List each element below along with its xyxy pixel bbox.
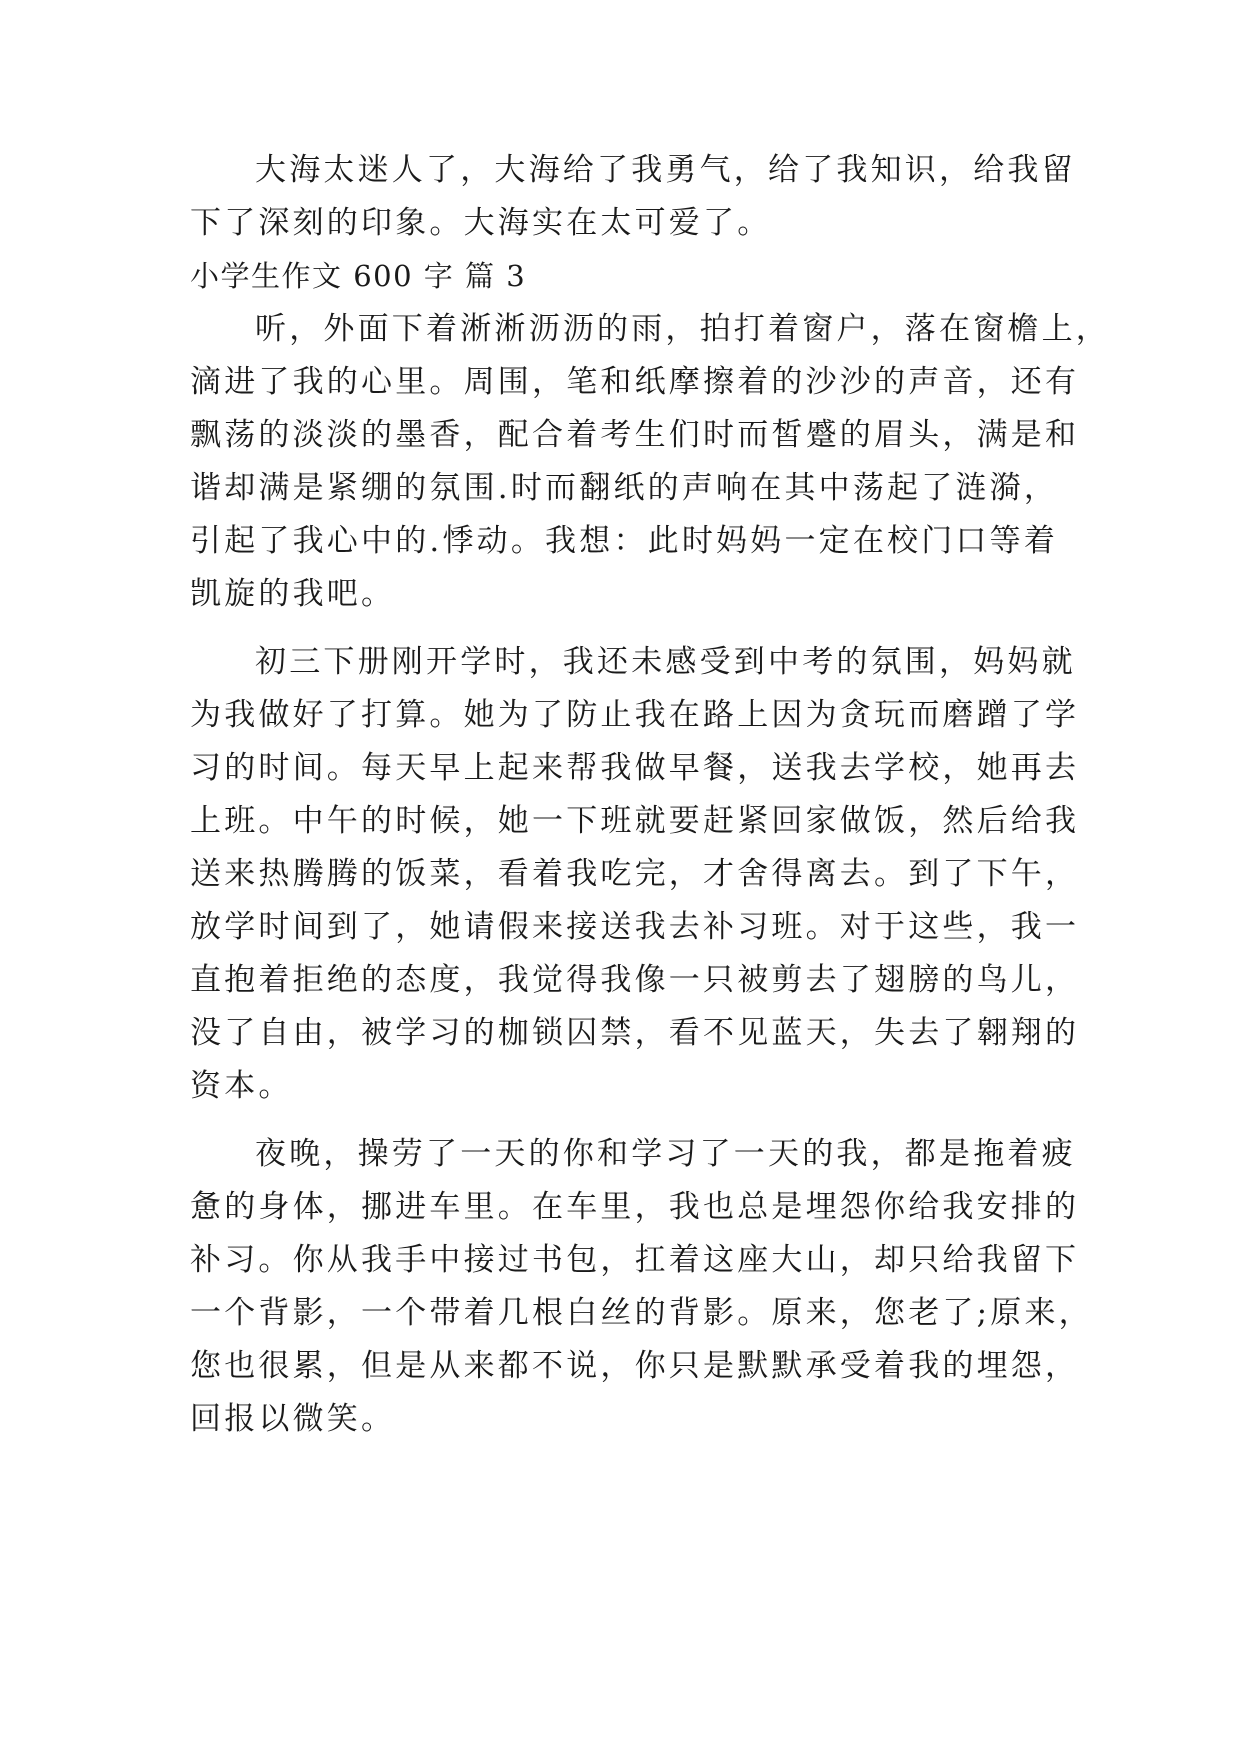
- paragraph-2-line-6: 凯旋的我吧。: [190, 576, 396, 612]
- paragraph-3-line-5: 送来热腾腾的饭菜，看着我吃完，才舍得离去。到了下午，: [190, 856, 1080, 892]
- paragraph-2-line-5: 引起了我心中的.悸动。我想：此时妈妈一定在校门口等着: [190, 523, 1059, 559]
- paragraph-2-line-3: 飘荡的淡淡的墨香，配合着考生们时而皙蹙的眉头，满是和: [190, 417, 1080, 453]
- paragraph-4-line-2: 惫的身体，挪进车里。在车里，我也总是埋怨你给我安排的: [190, 1189, 1080, 1225]
- paragraph-4-line-3: 补习。你从我手中接过书包，扛着这座大山，却只给我留下: [190, 1242, 1080, 1278]
- paragraph-3-line-4: 上班。中午的时候，她一下班就要赶紧回家做饭，然后给我: [190, 803, 1080, 839]
- paragraph-3-line-9: 资本。: [190, 1068, 293, 1104]
- paragraph-3-line-8: 没了自由，被学习的枷锁囚禁，看不见蓝天，失去了翱翔的: [190, 1015, 1080, 1051]
- paragraph-2-line-4: 谐却满是紧绷的氛围.时而翻纸的声响在其中荡起了涟漪，: [190, 470, 1059, 506]
- paragraph-3-line-7: 直抱着拒绝的态度，我觉得我像一只被剪去了翅膀的鸟儿，: [190, 962, 1080, 998]
- paragraph-1-line-2: 下了深刻的印象。大海实在太可爱了。: [190, 205, 772, 241]
- paragraph-1-line-1: 大海太迷人了，大海给了我勇气，给了我知识，给我留: [255, 152, 1076, 188]
- paragraph-3-line-3: 习的时间。每天早上起来帮我做早餐，送我去学校，她再去: [190, 750, 1080, 786]
- paragraph-4-line-6: 回报以微笑。: [190, 1401, 396, 1437]
- paragraph-4-line-5: 您也很累，但是从来都不说，你只是默默承受着我的埋怨，: [190, 1348, 1080, 1384]
- paragraph-3-line-1: 初三下册刚开学时，我还未感受到中考的氛围，妈妈就: [255, 644, 1076, 680]
- paragraph-3-line-2: 为我做好了打算。她为了防止我在路上因为贪玩而磨蹭了学: [190, 697, 1080, 733]
- paragraph-4-line-4: 一个背影，一个带着几根白丝的背影。原来，您老了;原来，: [190, 1295, 1093, 1331]
- paragraph-3-line-6: 放学时间到了，她请假来接送我去补习班。对于这些，我一: [190, 909, 1080, 945]
- section-heading: 小学生作文 600 字 篇 3: [190, 259, 527, 293]
- paragraph-4-line-1: 夜晚，操劳了一天的你和学习了一天的我，都是拖着疲: [255, 1136, 1076, 1172]
- paragraph-2-line-2: 滴进了我的心里。周围，笔和纸摩擦着的沙沙的声音，还有: [190, 364, 1080, 400]
- paragraph-2-line-1: 听，外面下着淅淅沥沥的雨，拍打着窗户，落在窗檐上，: [255, 311, 1110, 347]
